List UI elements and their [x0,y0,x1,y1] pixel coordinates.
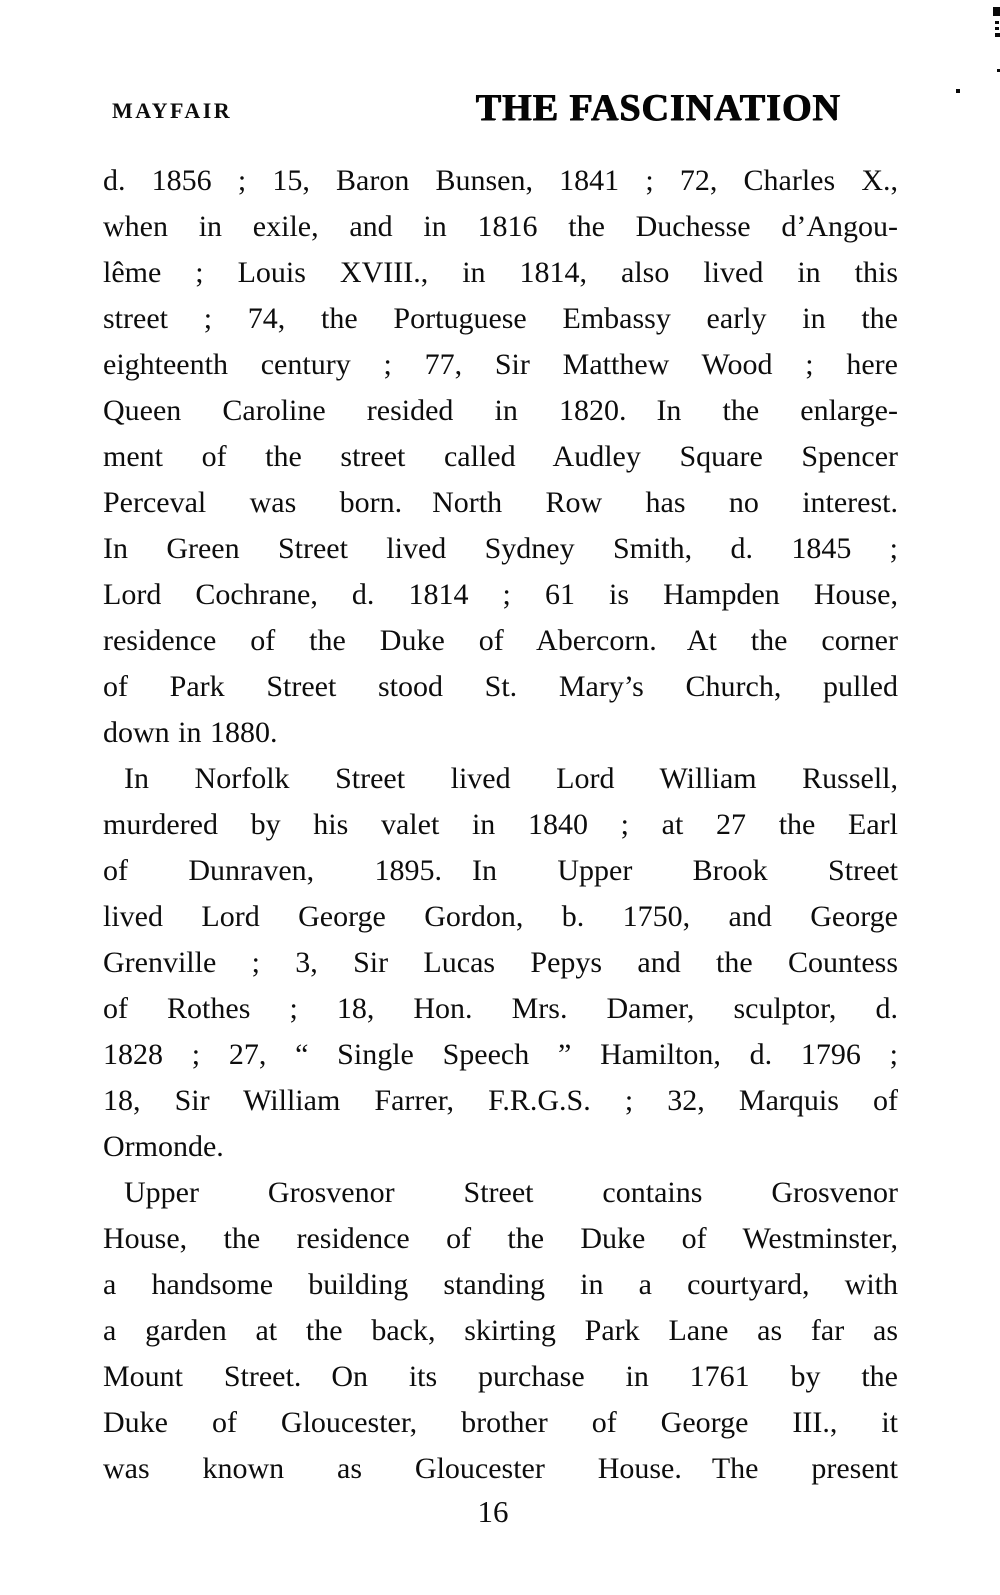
paragraph [103,1170,898,1492]
text-line: Mount Street. On its purchase in 1761 by the [103,1360,898,1393]
text-line: residence of the Duke of Abercorn. At the corner [103,624,898,657]
text-line: of Rothes ; 18, Hon. Mrs. Damer, sculptor, d. [103,992,898,1025]
scan-artifact [993,7,1000,16]
paragraph [103,756,898,1170]
body-text [103,158,898,1492]
text-line: Grenville ; 3, Sir Lucas Pepys and the Countess [103,946,898,979]
text-line: Perceval was born. North Row has no interest. [103,486,898,519]
text-line: Lord Cochrane, d. 1814 ; 61 is Hampden House, [103,578,898,611]
running-header [0,0,1000,150]
text-line: 18, Sir William Farrer, F.R.G.S. ; 32, Marquis of [103,1084,898,1117]
text-line: was known as Gloucester House. The present [103,1452,898,1485]
text-line: In Norfolk Street lived Lord William Russell, [124,762,898,795]
text-line: Duke of Gloucester, brother of George III., it [103,1406,898,1439]
text-line: Queen Caroline resided in 1820. In the enlarge- [103,394,898,427]
scan-artifact [995,27,999,30]
text-line: eighteenth century ; 77, Sir Matthew Wood ; here [103,348,898,381]
scan-artifact [956,89,960,93]
page-number: 16 [477,1494,509,1529]
text-line: Upper Grosvenor Street contains Grosvenor [124,1176,898,1209]
text-line: Ormonde. [103,1130,224,1163]
text-line: of Park Street stood St. Mary’s Church, pulled [103,670,898,703]
text-line: lived Lord George Gordon, b. 1750, and George [103,900,898,933]
text-line: when in exile, and in 1816 the Duchesse d’Angou- [103,210,898,243]
scan-artifact [995,21,999,24]
header-chapter-title: THE FASCINATION [475,87,841,129]
text-line: a garden at the back, skirting Park Lane as far as [103,1314,898,1347]
paragraph [103,158,898,756]
scan-artifact [995,33,1000,37]
text-line: street ; 74, the Portuguese Embassy early in the [103,302,898,335]
text-line: In Green Street lived Sydney Smith, d. 1845 ; [103,532,898,565]
text-line: d. 1856 ; 15, Baron Bunsen, 1841 ; 72, Charles X., [103,164,898,197]
text-line: a handsome building standing in a courtyard, with [103,1268,898,1301]
header-section-label: MAYFAIR [112,98,233,123]
text-line: of Dunraven, 1895. In Upper Brook Street [103,854,898,887]
text-line: House, the residence of the Duke of Westminster, [103,1222,898,1255]
text-line: ment of the street called Audley Square Spencer [103,440,898,473]
text-line: down in 1880. [103,716,278,749]
text-line: lême ; Louis XVIII., in 1814, also lived in this [103,256,898,289]
text-line: murdered by his valet in 1840 ; at 27 the Earl [103,808,898,841]
text-line: 1828 ; 27, “ Single Speech ” Hamilton, d. 1796 ; [103,1038,898,1071]
